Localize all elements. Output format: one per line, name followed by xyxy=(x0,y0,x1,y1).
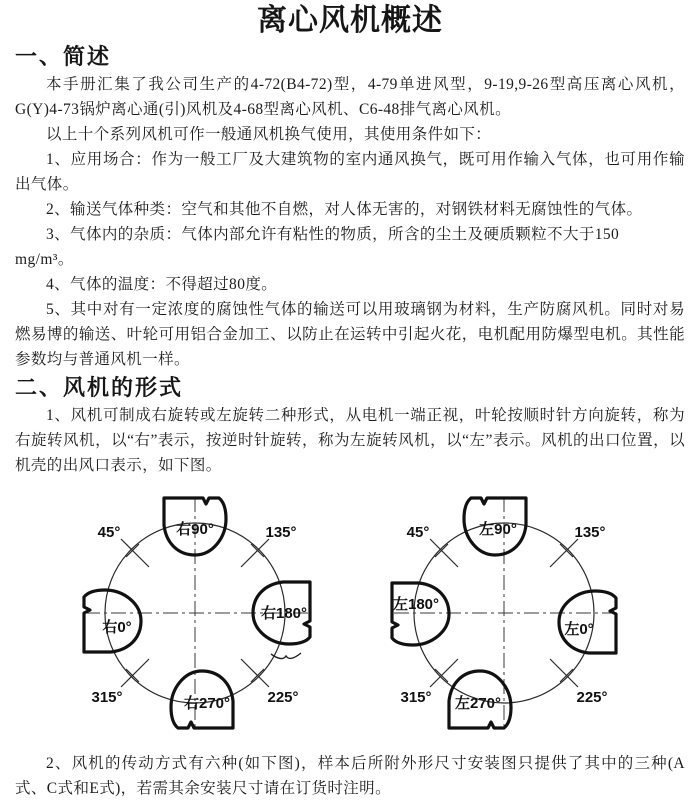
page-title: 离心风机概述 xyxy=(257,4,443,37)
paragraph-application: 1、应用场合：作为一般工厂及大建筑物的室内通风换气，既可用作输入气体，也可用作输出气体。 xyxy=(15,150,685,193)
angle-tick-bottom-left xyxy=(121,659,149,687)
angle-tick-top-left xyxy=(430,539,458,567)
tick-label-315: 315° xyxy=(91,689,123,707)
volute-label-left-270: 左270° xyxy=(454,695,502,713)
right-rotation-diagram xyxy=(39,481,351,749)
fan-orientation-diagrams xyxy=(39,481,685,749)
section2-heading: 二、风机的形式 xyxy=(15,374,184,400)
tick-label-315: 315° xyxy=(400,689,432,707)
paragraph-series-overview: 本手册汇集了我公司生产的4-72(B4-72)型，4-79单进风型，9-19,9-26型高压离心风机，G(Y)4-73锅炉离心通(引)风机及4-68型离心风机、C6-48排气离心风机。 xyxy=(15,75,685,118)
volute-left-180 xyxy=(392,583,449,645)
paragraph-gas-types: 2、输送气体种类：空气和其他不自燃，对人体无害的，对钢铁材料无腐蚀性的气体。 xyxy=(46,200,643,218)
angle-tick-bottom-right xyxy=(550,659,578,687)
tick-label-225: 225° xyxy=(267,689,299,707)
impurities-text: 3、气体内的杂质：气体内部允许有粘性的物质，所含的尘土及硬质颗粒不大于150 xyxy=(46,225,620,243)
paragraph-impurities xyxy=(15,222,685,272)
paragraph-usage-conditions-intro: 以上十个系列风机可作一般通风机换气使用，其使用条件如下： xyxy=(46,125,492,143)
volute-label-right-0: 右0° xyxy=(102,619,132,637)
tick-label-225: 225° xyxy=(576,689,608,707)
angle-tick-top-left xyxy=(121,539,149,567)
volute-label-left-90: 左90° xyxy=(479,521,517,539)
paragraph-corrosive-gases: 5、其中对有一定浓度的腐蚀性气体的输送可以用玻璃钢为材料，生产防腐风机。同时对易燃易博的输送、叶轮可用铝合金加工、以防止在运转中引起火花，电机配用防爆型电机。其性能参数均与普通风机一样。 xyxy=(15,300,685,368)
left-rotation-diagram xyxy=(348,481,660,749)
tick-label-45: 45° xyxy=(406,524,430,542)
volute-label-left-180: 左180° xyxy=(392,596,440,614)
volute-label-right-180: 右180° xyxy=(260,605,308,623)
volute-label-left-0: 左0° xyxy=(564,621,594,639)
angle-tick-top-right xyxy=(550,539,578,567)
tick-label-135: 135° xyxy=(265,524,297,542)
tick-label-135: 135° xyxy=(574,524,606,542)
paragraph-transmission-types: 2、风机的传动方式有六种(如下图)，样本后所附外形尺寸安装图只提供了其中的三种(A式、C式和E式)，若需其余安装尺寸请在订货时注明。 xyxy=(15,755,685,798)
angle-tick-bottom-right xyxy=(241,659,269,687)
section1-heading: 一、简述 xyxy=(15,43,112,69)
volute-label-right-90: 右90° xyxy=(176,521,214,539)
paragraph-rotation-forms: 1、风机可制成右旋转或左旋转二种形式，从电机一端正视，叶轮按顺时针方向旋转，称为右旋转风机，以“右”表示，按逆时针旋转，称为左旋转风机，以“左”表示。风机的出口位置，以机壳的出风口表示，如下图。 xyxy=(15,407,685,475)
angle-tick-top-right xyxy=(241,539,269,567)
volute-label-right-270: 右270° xyxy=(183,695,231,713)
impurities-unit: mg/m³。 xyxy=(15,250,74,268)
tick-label-45: 45° xyxy=(97,524,121,542)
paragraph-temperature: 4、气体的温度：不得超过80度。 xyxy=(46,275,278,293)
